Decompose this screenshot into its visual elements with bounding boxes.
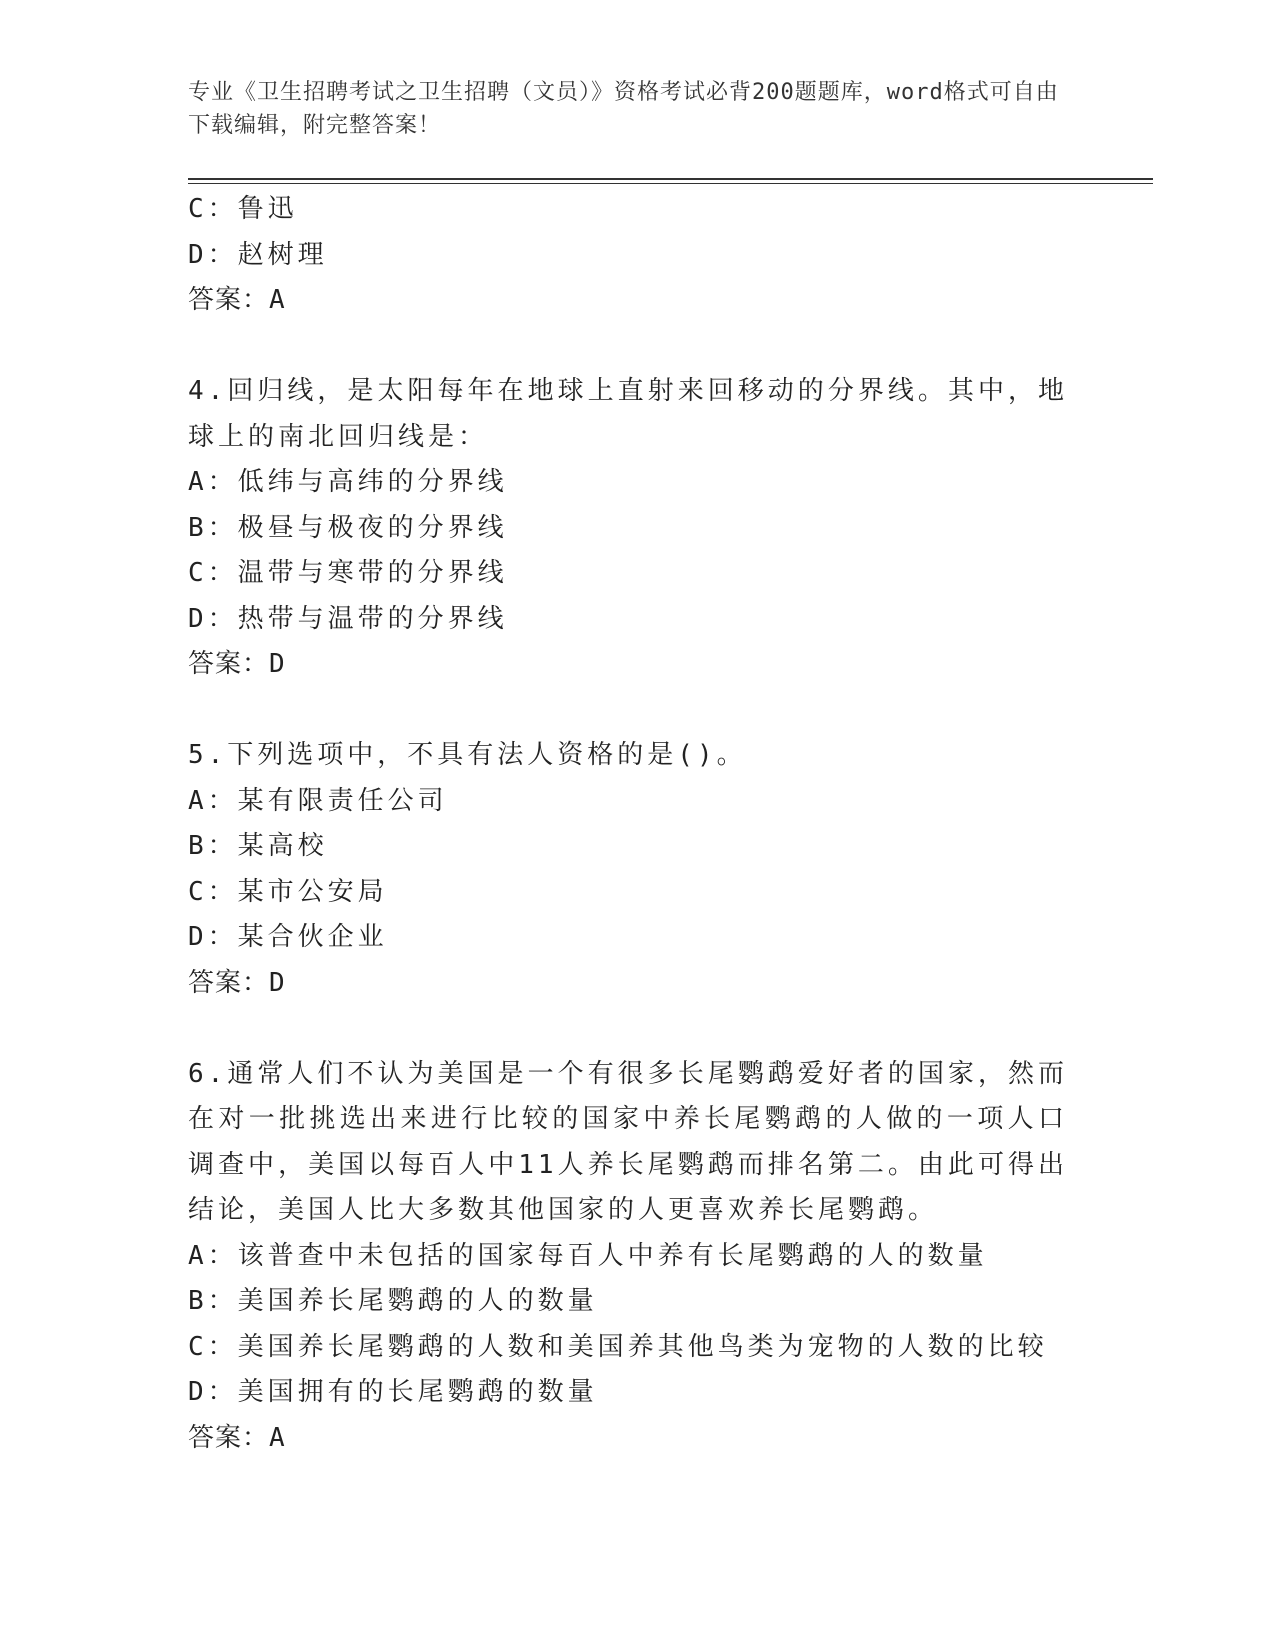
header-divider-thick (188, 178, 1153, 180)
question-spacer (188, 1006, 1068, 1052)
answer: 答案：A (188, 1422, 286, 1453)
question-5 (188, 733, 1068, 1006)
option-d: D：美国拥有的长尾鹦鹉的数量 (188, 1377, 598, 1407)
question-stem: 4.回归线，是太阳每年在地球上直射来回移动的分界线。其中，地球上的南北回归线是： (188, 376, 1068, 452)
option-a: A：低纬与高纬的分界线 (188, 467, 508, 497)
document-header: 专业《卫生招聘考试之卫生招聘（文员）》资格考试必背200题题库，word格式可自由下载编辑，附完整答案！ (188, 80, 1059, 138)
answer: 答案：A (188, 285, 286, 315)
option-c: C：美国养长尾鹦鹉的人数和美国养其他鸟类为宠物的人数的比较 (188, 1331, 1048, 1362)
question-3-partial (188, 187, 1068, 324)
question-stem: 6.通常人们不认为美国是一个有很多长尾鹦鹉爱好者的国家，然而在对一批挑选出来进行比较的国家中养长尾鹦鹉的人做的一项人口调查中，美国以每百人中11人养长尾鹦鹉而排名第二。由此可得出结论，美国人比大多数其他国家的人更喜欢养长尾鹦鹉。 (188, 1058, 1068, 1225)
question-6 (188, 1052, 1068, 1462)
option-c: C：温带与寒带的分界线 (188, 558, 508, 588)
question-spacer (188, 324, 1068, 370)
question-content (188, 187, 1068, 1461)
option-d: D：某合伙企业 (188, 922, 388, 952)
option-c: C：鲁迅 (188, 194, 298, 224)
question-stem: 5.下列选项中，不具有法人资格的是()。 (188, 740, 747, 770)
option-b: B：某高校 (188, 831, 328, 861)
option-b: B：美国养长尾鹦鹉的人的数量 (188, 1286, 598, 1316)
answer: 答案：D (188, 649, 286, 679)
question-spacer (188, 688, 1068, 734)
option-d: D：热带与温带的分界线 (188, 603, 508, 634)
option-d: D：赵树理 (188, 239, 328, 270)
option-c: C：某市公安局 (188, 876, 388, 907)
option-a: A：某有限责任公司 (188, 785, 448, 816)
option-b: B：极昼与极夜的分界线 (188, 512, 508, 543)
header-divider-thin (188, 183, 1153, 184)
option-a: A：该普查中未包括的国家每百人中养有长尾鹦鹉的人的数量 (188, 1240, 988, 1271)
question-4 (188, 369, 1068, 688)
answer: 答案：D (188, 967, 286, 998)
